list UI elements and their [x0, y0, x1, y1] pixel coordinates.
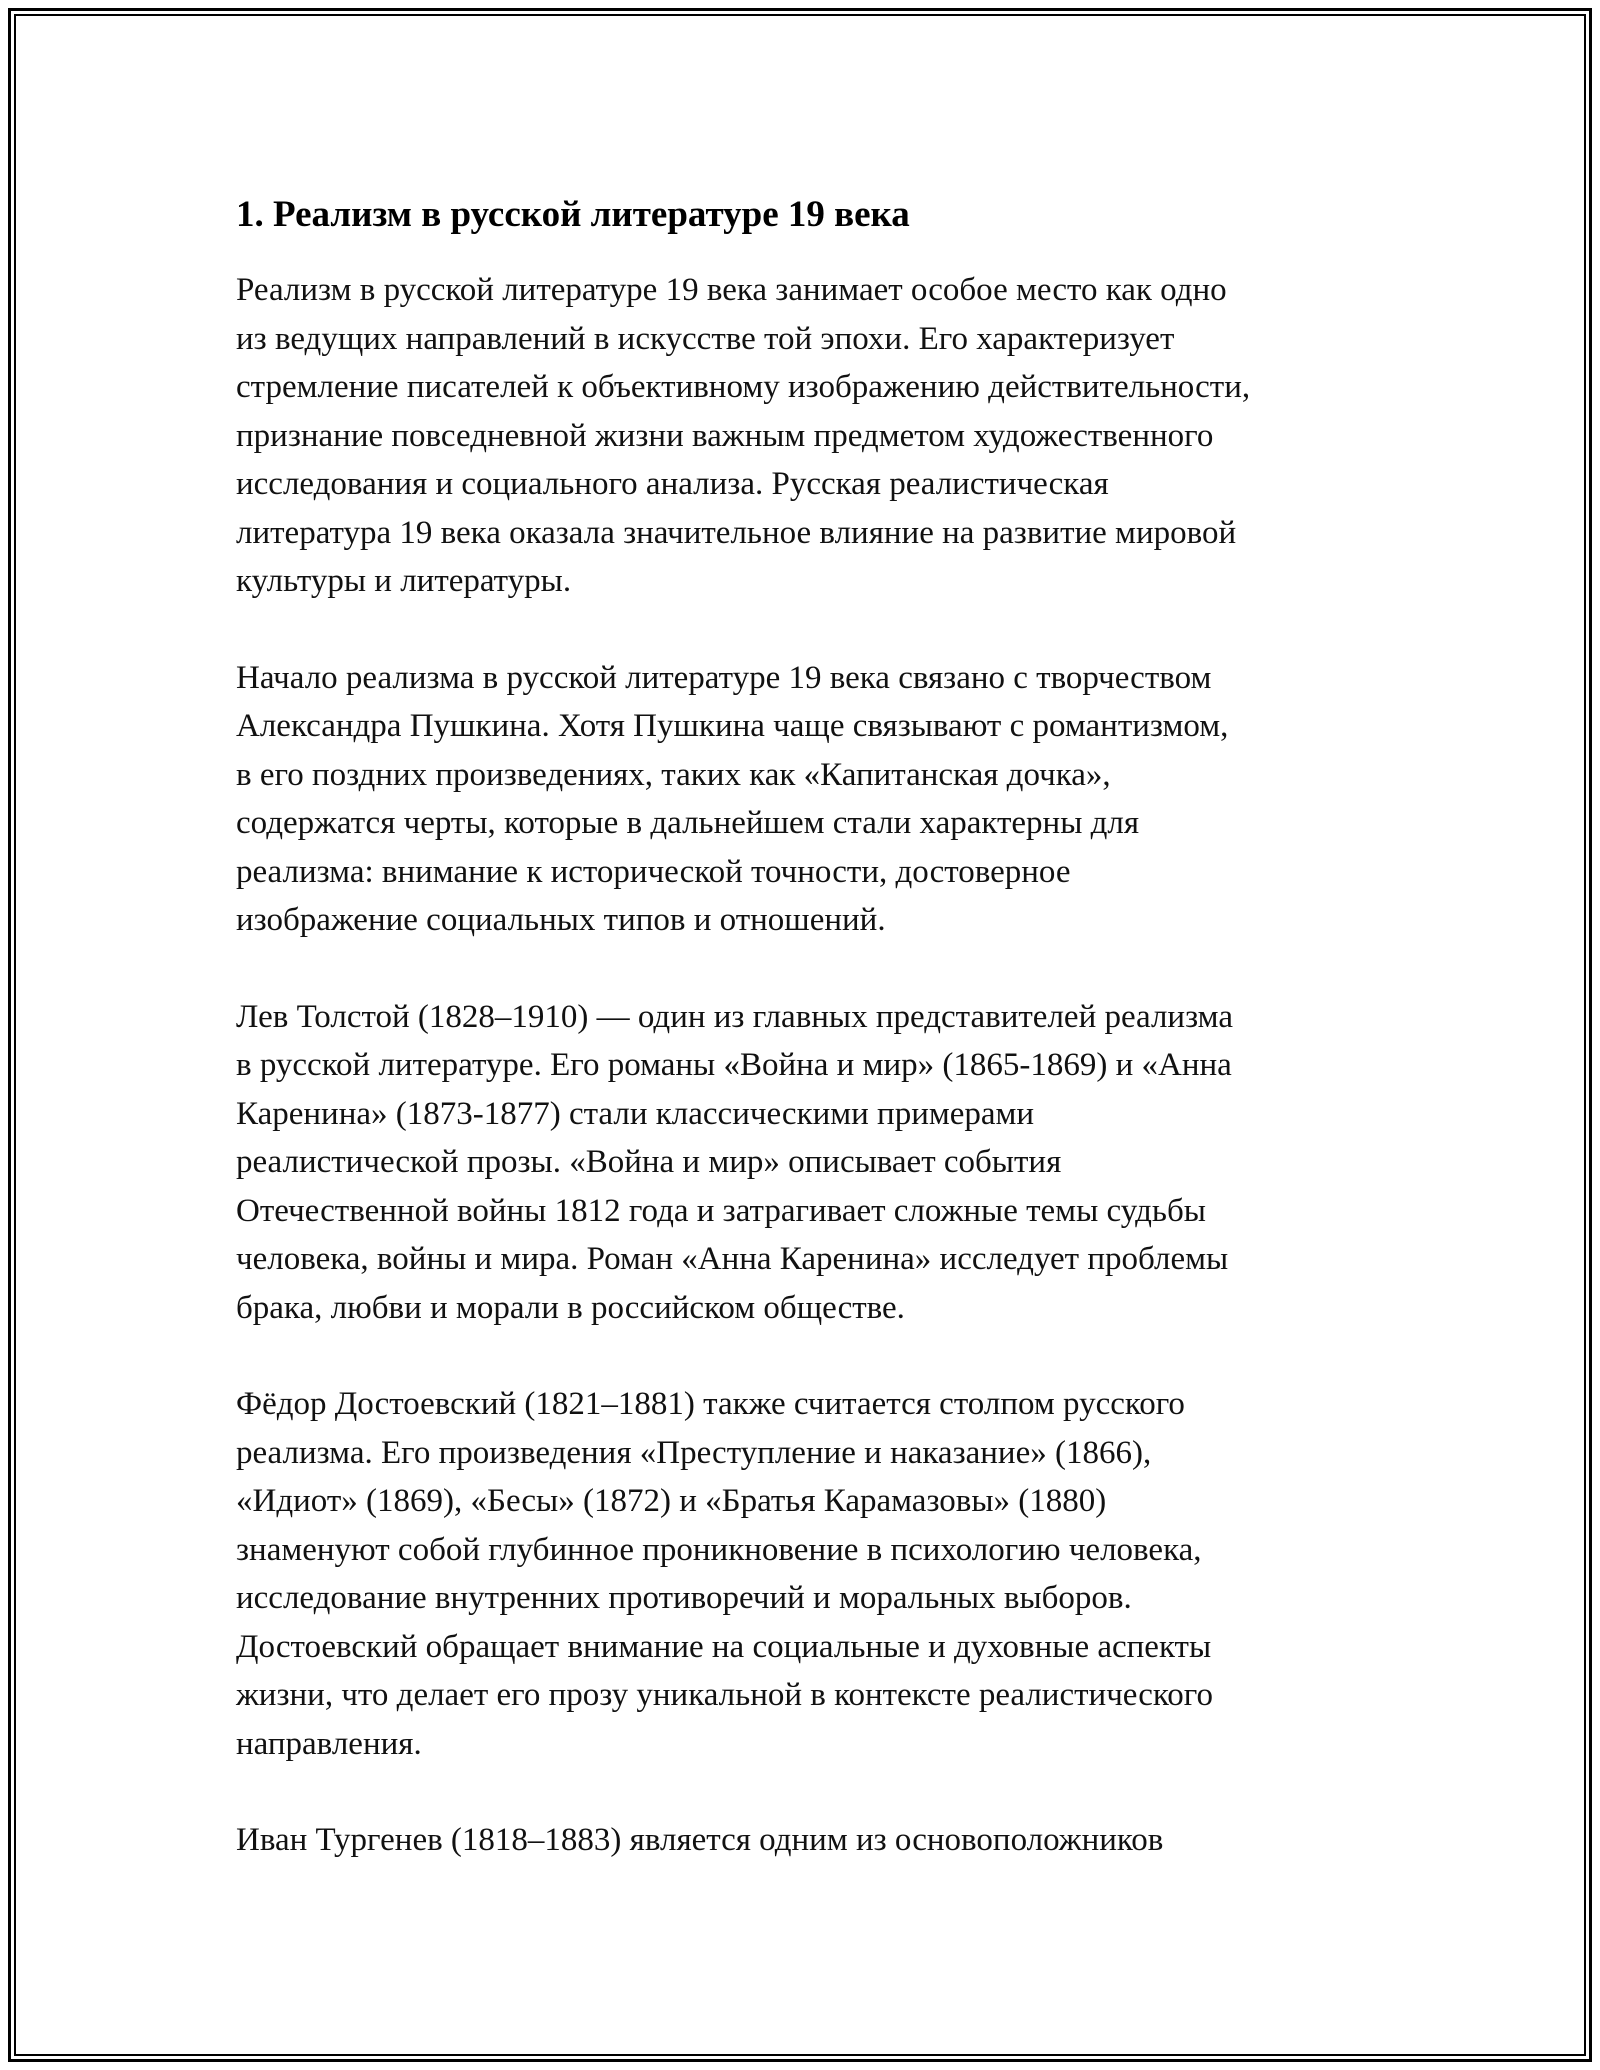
text-line: содержатся черты, которые в дальнейшем стали характерны для: [236, 805, 1140, 841]
text-line: культуры и литературы.: [236, 563, 572, 599]
paragraph-tolstoy: [236, 993, 1386, 1333]
text-line: направления.: [236, 1725, 422, 1762]
text-line: стремление писателей к объективному изображению действительности,: [236, 369, 1251, 405]
document-body: [236, 190, 1386, 1913]
text-line: брака, любви и морали в российском обществе.: [236, 1289, 905, 1326]
text-line: Александра Пушкина. Хотя Пушкина чаще связывают с романтизмом,: [236, 708, 1229, 744]
text-line: Иван Тургенев (1818–1883) является одним из основоположников: [236, 1822, 1164, 1858]
paragraph-dostoevsky: [236, 1380, 1386, 1768]
text-line: реалистической прозы. «Война и мир» описывает события: [236, 1144, 1062, 1180]
text-line: признание повседневной жизни важным предметом художественного: [236, 417, 1214, 454]
text-line: Лев Толстой (1828–1910) — один из главных представителей реализма: [236, 998, 1233, 1035]
text-line: жизни, что делает его прозу уникальной в контексте реалистического: [236, 1677, 1213, 1713]
text-line: Начало реализма в русской литературе 19 века связано с творчеством: [236, 659, 1212, 696]
text-line: исследование внутренних противоречий и моральных выборов.: [236, 1580, 1132, 1616]
text-line: в русской литературе. Его романы «Война и мир» (1865-1869) и «Анна: [236, 1047, 1232, 1083]
text-line: знаменуют собой глубинное проникновение в психологию человека,: [236, 1531, 1202, 1568]
text-line: в его поздних произведениях, таких как «Капитанская дочка»,: [236, 756, 1111, 793]
text-line: Фёдор Достоевский (1821–1881) также считается столпом русского: [236, 1386, 1185, 1422]
text-line: Реализм в русской литературе 19 века занимает особое место как одно: [236, 272, 1227, 308]
text-line: исследования и социального анализа. Русская реалистическая: [236, 466, 1109, 502]
text-line: Каренина» (1873-1877) стали классическими примерами: [236, 1095, 1035, 1132]
text-line: реализма: внимание к исторической точности, достоверное: [236, 853, 1071, 890]
text-line: «Идиот» (1869), «Бесы» (1872) и «Братья Карамазовы» (1880): [236, 1483, 1107, 1519]
text-line: Достоевский обращает внимание на социальные и духовные аспекты: [236, 1628, 1212, 1665]
text-line: изображение социальных типов и отношений.: [236, 902, 886, 938]
section-heading: 1. Реализм в русской литературе 19 века: [236, 194, 910, 235]
paragraph-realism-intro: [236, 266, 1386, 606]
text-line: Отечественной войны 1812 года и затрагивает сложные темы судьбы: [236, 1192, 1206, 1229]
text-line: из ведущих направлений в искусстве той эпохи. Его характеризует: [236, 320, 1175, 357]
paragraph-turgenev: [236, 1816, 1386, 1865]
paragraph-pushkin: [236, 654, 1386, 945]
text-line: человека, войны и мира. Роман «Анна Каренина» исследует проблемы: [236, 1241, 1229, 1277]
text-line: литература 19 века оказала значительное влияние на развитие мировой: [236, 514, 1237, 551]
text-line: реализма. Его произведения «Преступление и наказание» (1866),: [236, 1434, 1152, 1471]
